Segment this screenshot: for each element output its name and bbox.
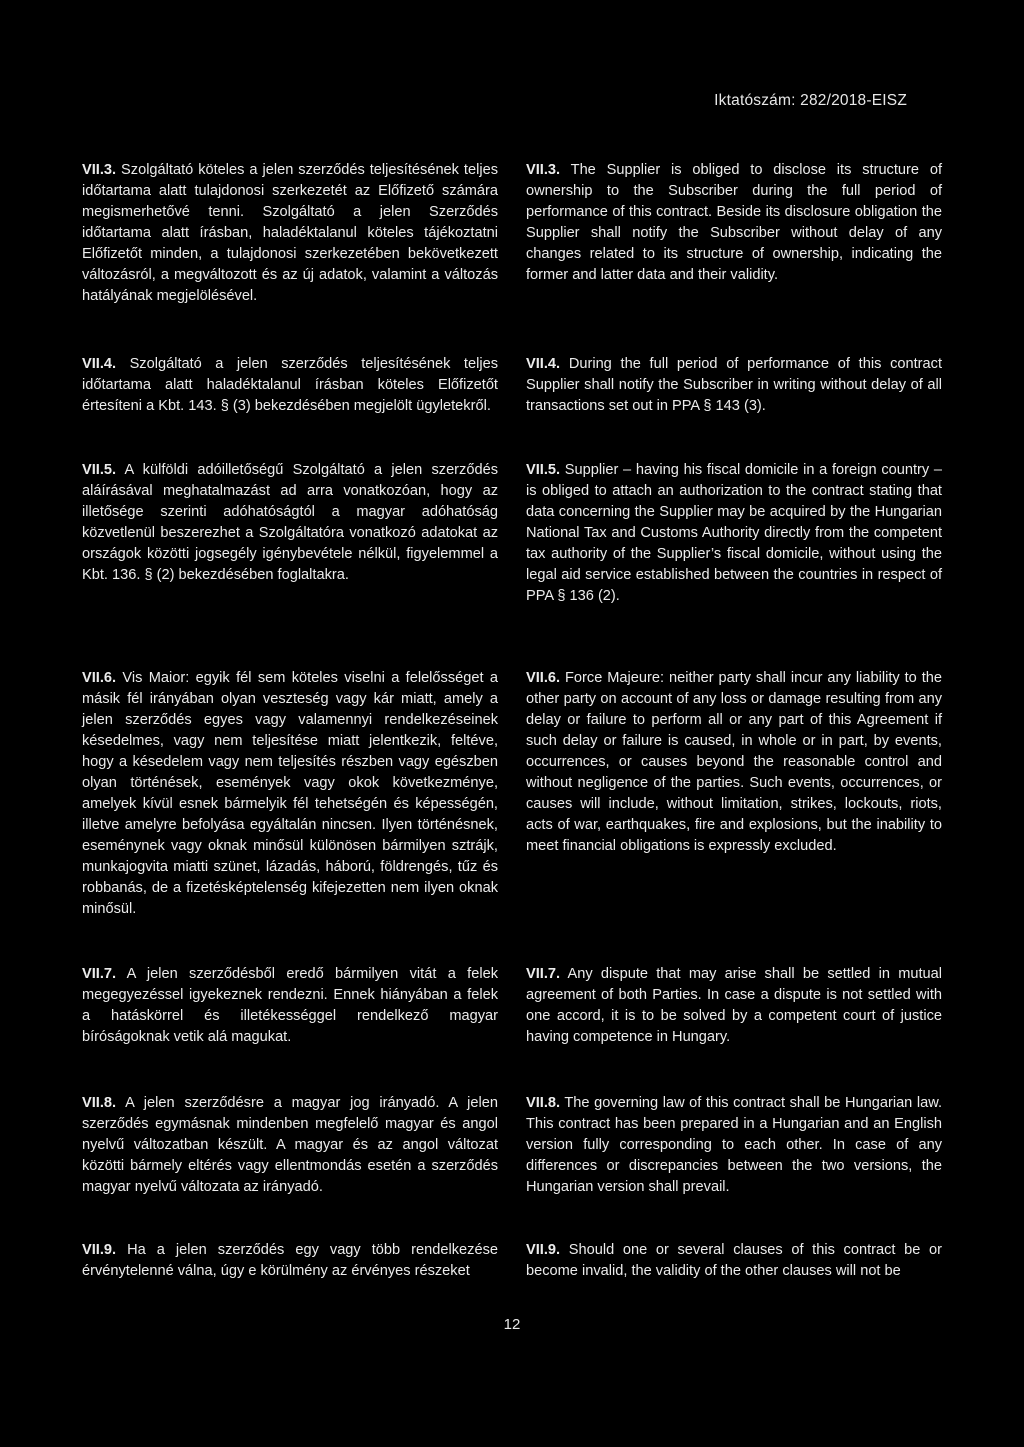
- clause-en: [526, 1240, 942, 1282]
- clause-number: VII.3.: [526, 162, 561, 178]
- clause-number: VII.5.: [82, 462, 117, 478]
- clause-text: The governing law of this contract shall be Hungarian law. This contract has been prepared in a Hungarian and an English version fully corresponding to each other. In case of any differences or discrepancies between the two versions, the Hungarian version shall prevail.: [526, 1095, 942, 1195]
- clause-hu: [82, 1093, 498, 1198]
- clause-vii-4: [82, 354, 942, 417]
- clause-text: The Supplier is obliged to disclose its structure of ownership to the Subscriber during the full period of performance of this contract. Beside its disclosure obligation the Supplier shall notify the Subscriber without delay of any changes related to its structure of ownership, indicating the former and latter data and their validity.: [526, 162, 943, 283]
- clause-hu: [82, 460, 498, 607]
- clause-number: VII.9.: [526, 1242, 561, 1258]
- clause-number: VII.3.: [82, 162, 117, 178]
- clause-en: [526, 1093, 942, 1198]
- clause-number: VII.8.: [82, 1095, 117, 1111]
- clause-vii-9: [82, 1240, 942, 1282]
- clause-text: Szolgáltató a jelen szerződés teljesítésének teljes időtartama alatt haladéktalanul írásban köteles Előfizetőt értesíteni a Kbt. 143. § (3) bekezdésében megjelölt ügyletekről.: [82, 356, 499, 414]
- clause-text: Ha a jelen szerződés egy vagy több rendelkezése érvénytelenné válna, úgy e körülmény az érvényes részeket: [82, 1242, 498, 1279]
- clause-vii-5: [82, 460, 942, 607]
- clause-en: [526, 668, 942, 920]
- clause-number: VII.4.: [82, 356, 117, 372]
- clause-vii-7: [82, 964, 942, 1048]
- clause-en: [526, 460, 942, 607]
- clause-hu: [82, 964, 498, 1048]
- clause-text: Force Majeure: neither party shall incur any liability to the other party on account of any loss or damage resulting from any delay or failure to perform all or any part of this Agreement if such delay or failure is caused, in whole or in part, by events, occurrences, or causes beyond the reasonable control and without negligence of the parties. Such events, occurrences, or causes will include, without limitation, strikes, lockouts, riots, acts of war, earthquakes, fire and explosions, but the inability to meet financial obligations is expressly excluded.: [526, 670, 942, 854]
- clause-text: A jelen szerződésből eredő bármilyen vitát a felek megegyezéssel igyekeznek rendezni. Ennek hiányában a felek a hatáskörrel és illetékességgel rendelkező magyar bíróságoknak vetik alá magukat.: [82, 966, 498, 1045]
- clause-text: A külföldi adóilletőségű Szolgáltató a jelen szerződés aláírásával meghatalmazást ad arra vonatkozóan, hogy az illetősége szerinti adóhatóságtól a magyar adóhatóság közvetlenül beszerezhet a Szolgáltatóra vonatkozó adatokat az országok közötti jogsegély igénybevétele nélkül, figyelemmel a Kbt. 136. § (2) bekezdésében foglaltakra.: [82, 462, 498, 583]
- clause-number: VII.4.: [526, 356, 561, 372]
- clause-text: Vis Maior: egyik fél sem köteles viselni a felelősséget a másik fél irányában olyan veszteség vagy kár miatt, amely a jelen szerződés egyes vagy valamennyi rendelkezéseinek késedelmes, vagy nem teljesítése miatt jelentkezik, feltéve, hogy a késedelem vagy nem teljesítés részben vagy egészben olyan történések, események vagy okok következménye, amelyek kívül esnek bármelyik fél tehetségén és képességén, illetve amelyre befolyása egyáltalán nincsen. Ilyen történésnek, eseménynek vagy oknak minősül különösen bármilyen sztrájk, munkajogvita miatti szünet, lázadás, háború, földrengés, tűz és robbanás, de a fizetésképtelenség kifejezetten nem ilyen oknak minősül.: [82, 670, 498, 917]
- clause-number: VII.9.: [82, 1242, 117, 1258]
- clause-text: Supplier – having his fiscal domicile in a foreign country – is obliged to attach an authorization to the contract stating that data concerning the Supplier may be acquired by the Hungarian National Tax and Customs Authority directly from the competent tax authority of the Supplier’s fiscal domicile, without using the legal aid service established between the countries in respect of PPA § 136 (2).: [526, 462, 943, 604]
- clause-text: Should one or several clauses of this contract be or become invalid, the validity of the other clauses will not be: [526, 1242, 942, 1279]
- clause-hu: [82, 1240, 498, 1282]
- clause-text: During the full period of performance of this contract Supplier shall notify the Subscriber in writing without delay of all transactions set out in PPA § 143 (3).: [526, 356, 943, 414]
- filing-number: Iktatószám: 282/2018-EISZ: [714, 92, 907, 109]
- page-number: 12: [503, 1316, 521, 1333]
- clause-vii-3: [82, 160, 942, 307]
- clause-hu: [82, 354, 498, 417]
- clause-en: [526, 160, 942, 307]
- clause-number: VII.7.: [526, 966, 561, 982]
- clause-en: [526, 964, 942, 1048]
- clause-number: VII.7.: [82, 966, 117, 982]
- clause-text: Szolgáltató köteles a jelen szerződés teljesítésének teljes időtartama alatt tulajdonosi szerkezetét az Előfizető számára megismerhetővé tenni. Szolgáltató a jelen Szerződés időtartama alatt írásban, haladéktalanul köteles tájékoztatni Előfizetőt minden, a tulajdonosi szerkezetében bekövetkezett változásról, a megváltozott és az új adatok, valamint a változás hatályának megjelölésével.: [82, 162, 498, 304]
- clause-number: VII.5.: [526, 462, 561, 478]
- clause-text: Any dispute that may arise shall be settled in mutual agreement of both Parties. In case a dispute is not settled with one accord, it is to be solved by a competent court of justice having competence in Hungary.: [526, 966, 942, 1045]
- clause-hu: [82, 668, 498, 920]
- clause-hu: [82, 160, 498, 307]
- clause-number: VII.6.: [82, 670, 117, 686]
- clause-vii-6: [82, 668, 942, 920]
- clause-number: VII.8.: [526, 1095, 561, 1111]
- clause-text: A jelen szerződésre a magyar jog irányadó. A jelen szerződés egymásnak mindenben megfelelő magyar és angol nyelvű változatban készült. A magyar és az angol változat közötti bármely eltérés vagy ellentmondás esetén a szerződés magyar nyelvű változata az irányadó.: [82, 1095, 498, 1195]
- clause-number: VII.6.: [526, 670, 561, 686]
- clause-en: [526, 354, 942, 417]
- clause-vii-8: [82, 1093, 942, 1198]
